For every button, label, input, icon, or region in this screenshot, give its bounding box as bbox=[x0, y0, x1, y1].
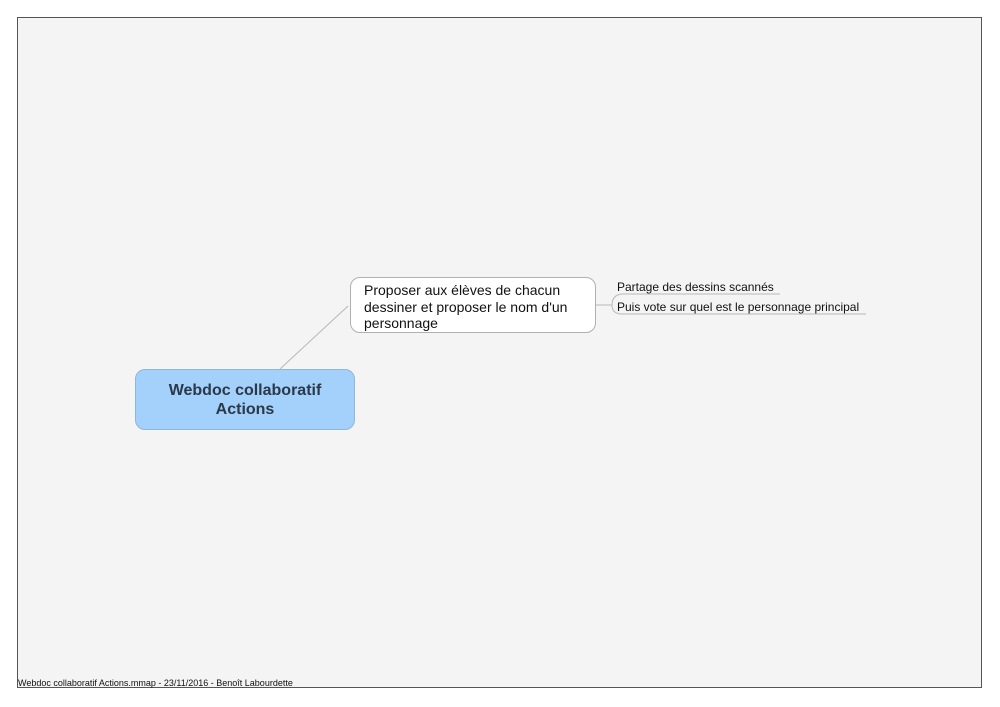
page-footer: Webdoc collaboratif Actions.mmap - 23/11/2016 - Benoît Labourdette bbox=[18, 678, 293, 688]
subtopic-2[interactable]: Puis vote sur quel est le personnage principal bbox=[617, 300, 860, 314]
map-canvas bbox=[17, 17, 982, 688]
central-topic[interactable]: Webdoc collaboratif Actions bbox=[135, 369, 355, 430]
subtopic-1[interactable]: Partage des dessins scannés bbox=[617, 280, 774, 294]
main-topic[interactable]: Proposer aux élèves de chacun dessiner et proposer le nom d'un personnage bbox=[350, 277, 596, 333]
